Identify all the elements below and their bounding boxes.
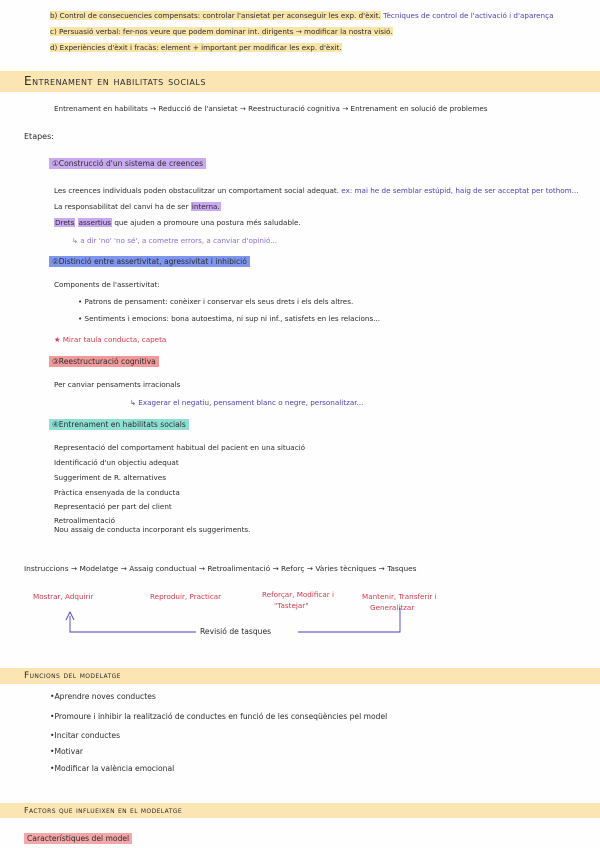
step-1-note: ↳ a dir 'no' 'no sé', a cometre errors, a canviar d'opinió... [72, 236, 278, 245]
section-2-item: •Aprendre noves conductes [50, 692, 156, 701]
top-line-1-text: b) Control de consecuencies compensats: controlar l'ansietat per aconseguir les exp. d'èxit. [50, 11, 381, 20]
step-4-title-text: ④Entrenament en habilitats socials [49, 419, 189, 430]
section-2-item: •Promoure i inhibir la realització de conductes en funció de les conseqüències pel model [50, 712, 388, 721]
step-1-drets: Drets [55, 218, 75, 227]
section-2-title: Funcions del modelatge [24, 671, 121, 681]
top-line-3-text: d) Experiències d'èxit i fracàs: element + important per modificar les exp. d'èxit. [50, 43, 342, 52]
section-1-flow: Entrenament en habilitats → Reducció de l'ansietat → Reestructuració cognitiva → Entrenament en solució de problemes [54, 104, 488, 113]
diagram-label-4b: Generalitzar [370, 603, 415, 612]
step-3-line-1: Per canviar pensaments irracionals [54, 380, 181, 389]
step-4-item: Identificació d'un objectiu adequat [54, 458, 179, 467]
loop-line-right [298, 608, 400, 632]
step-4-item: Pràctica ensenyada de la conducta [54, 488, 180, 497]
step-2-bullet-1: • Patrons de pensament: conèixer i conservar els seus drets i els dels altres. [78, 297, 354, 306]
top-line-2-text: c) Persuasió verbal: fer-nos veure que podem dominar int. dirigents → modificar la nostra visió. [50, 27, 393, 36]
step-1-assertius: assertius [78, 218, 112, 227]
diagram-loop-label: Revisió de tasques [200, 627, 272, 636]
step-3-note: ↳ Exagerar el negatiu, pensament blanc o negre, personalitzar... [130, 398, 364, 407]
diagram-label-1: Mostrar, Adquirir [33, 592, 94, 601]
step-1-line-1-example: ex: mai he de semblar estúpid, haig de ser acceptat per tothom... [341, 186, 579, 195]
step-4-item: Nou assaig de conducta incorporant els suggeriments. [54, 525, 251, 534]
step-2-title-text: ②Distinció entre assertivitat, agressivitat i inhibició [49, 256, 250, 267]
step-4-item: Representació per part del client [54, 502, 172, 511]
section-2-item: •Motivar [50, 747, 84, 756]
etapes-label: Etapes: [24, 132, 54, 141]
diagram-label-3a: Reforçar, Modificar i [262, 590, 334, 599]
section-1-title: Entrenament en habilitats socials [24, 74, 206, 88]
section-3-sub [24, 834, 132, 844]
diagram-label-2: Reproduir, Practicar [150, 592, 222, 601]
step-2-line-1: Components de l'assertivitat: [54, 280, 160, 289]
step-2-note: ★ Mirar taula conducta, capeta [54, 335, 167, 344]
diagram-label-4a: Mantenir, Transferir i [362, 592, 437, 601]
diagram-flow: Instruccions → Modelatge → Assaig conductual → Retroalimentació → Reforç → Vàries tècniques → Tasques [24, 564, 417, 573]
section-2-item: •Incitar conductes [50, 731, 121, 740]
step-1-line-2-highlight: interna. [191, 202, 220, 211]
top-line-1-note: Tècniques de control de l'activació i d'aparença [383, 11, 554, 20]
loop-line-left [70, 616, 196, 632]
section-3-sub-text: Característiques del model [24, 833, 132, 844]
step-2-bullet-2: • Sentiments i emocions: bona autoestima, ni sup ni inf., satisfets en les relacions... [78, 314, 381, 323]
step-4-item: Retroalimentació [54, 516, 116, 525]
step-1-line-3-text: que ajuden a promoure una postura més saludable. [114, 218, 301, 227]
step-1-title-text: ①Construcció d'un sistema de creences [49, 158, 206, 169]
step-4-item: Suggeriment de R. alternatives [54, 473, 166, 482]
section-3-title: Factors que influeixen en el modelatge [24, 806, 183, 815]
step-1-line-2-text: La responsabilitat del canvi ha de ser [54, 202, 189, 211]
step-1-line-1-text: Les creences individuals poden obstaculitzar un comportament social adequat. [54, 186, 339, 195]
step-4-item: Representació del comportament habitual del pacient en una situació [54, 443, 306, 452]
step-3-title-text: ③Reestructuració cognitiva [49, 356, 159, 367]
diagram-label-3b: "Tastejar" [274, 601, 309, 610]
section-2-item: •Modificar la valència emocional [50, 764, 175, 773]
